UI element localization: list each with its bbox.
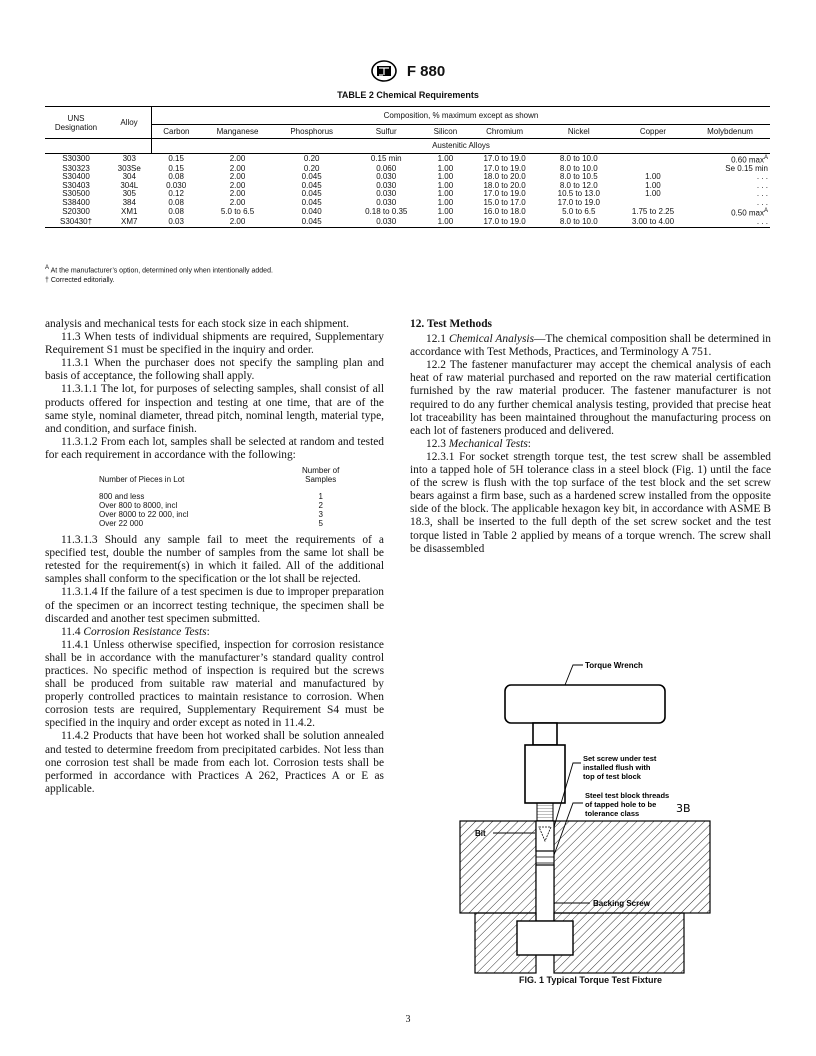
- table-cell: 1.00: [645, 189, 661, 199]
- table-cell: 17.0 to 19.0: [483, 189, 526, 199]
- table-cell: 0.060: [376, 163, 397, 173]
- table-row: [45, 173, 770, 182]
- table-cell: 16.0 to 18.0: [483, 207, 526, 217]
- table-cell: S30323: [62, 163, 90, 173]
- table-cell: 2.00: [229, 163, 246, 173]
- table-cell: 0.030: [376, 197, 397, 207]
- paragraph-12-3-1: 12.3.1 For socket strength torque test, the test screw shall be assembled into a tapped hole of 5H tolerance class in a steel block (Fig. 1) until the face of the screw is flush with the top surface of the test block and the set screw bears against a firm base, such as a hardened screw installed from the opposite side of the block. The applicable hexagon key bit, in accordance with ASME B 18.3, shall be inserted to the full depth of the set screw socket and the test torque listed in Table 2 applied by means of a torque wrench. The screw shall be disassembled: [410, 450, 771, 555]
- table-cell: 5.0 to 6.5: [220, 207, 255, 217]
- test-block-left: [460, 821, 536, 913]
- lot-size-cell: Over 22 000: [99, 519, 144, 529]
- element-header: Silicon: [423, 124, 467, 139]
- element-header: Nickel: [542, 124, 616, 139]
- table-title: TABLE 2 Chemical Requirements: [337, 90, 479, 100]
- table-cell: 1.00: [437, 153, 454, 163]
- table-cell: 0.15: [168, 153, 184, 163]
- table-cell: S30430†: [45, 218, 107, 227]
- table-cell: . . .: [756, 180, 768, 190]
- table-cell: 1.00: [645, 172, 661, 182]
- table-footnote-a: $^A$ At the manufacturer’s option, determined only when intentionally added.: [45, 265, 273, 275]
- table-cell: 18.0 to 20.0: [483, 172, 526, 182]
- table-row: [45, 182, 770, 191]
- element-header: Sulfur: [349, 124, 423, 139]
- table-cell: 0.15 min: [370, 153, 402, 163]
- table-cell: 17.0 to 19.0: [468, 218, 542, 227]
- table-cell: 1.00: [437, 163, 454, 173]
- paragraph-12-1: 12.1 Chemical Analysis—The chemical composition shall be determined in accordance with Test Methods, Practices, and Terminology A 751.: [410, 333, 771, 359]
- page-header: [0, 60, 816, 82]
- table-cell: 0.045: [301, 197, 322, 207]
- bit-holder: [525, 745, 565, 803]
- table-cell: 8.0 to 10.0: [559, 163, 598, 173]
- table-cell: [616, 153, 690, 165]
- table-cell: 303: [122, 153, 136, 163]
- table-cell: 0.03: [152, 218, 201, 227]
- samples-header: Number of Samples: [302, 466, 340, 485]
- table-cell: . . .: [756, 197, 768, 207]
- table-cell: 1.00: [437, 189, 454, 199]
- table-cell: 1.00: [437, 207, 454, 217]
- paragraph-12-2: 12.2 The fastener manufacturer may accept the chemical analysis of each heat of raw material purchased and reported on the raw material certification furnished by the raw material producer. The fastener manufacturer is not required to do any further chemical analysis testing, provided that precise heat lot traceability has been maintained throughout the manufacturing process on each lot of fasteners produced and delivered.: [410, 359, 771, 437]
- table-cell: 0.045: [274, 218, 349, 227]
- composition-header: Composition, % maximum except as shown: [152, 107, 771, 125]
- table-cell: XM7: [107, 218, 152, 227]
- table-cell: 0.15: [168, 163, 184, 173]
- table-cell: . . .: [690, 218, 770, 227]
- table-cell: 0.045: [301, 180, 322, 190]
- table-row: [45, 199, 770, 208]
- lot-sampling-table: [99, 466, 359, 528]
- lot-row: [99, 501, 359, 510]
- paragraph-11-3-1-2: 11.3.1.2 From each lot, samples shall be selected at random and tested for each requirement in accordance with the following:: [45, 435, 384, 461]
- lot-row: [99, 510, 359, 519]
- table-cell: . . .: [756, 172, 768, 182]
- table-cell: 0.08: [168, 172, 184, 182]
- austenitic-subheader: Austenitic Alloys: [152, 139, 771, 154]
- table-cell: [616, 199, 690, 208]
- table-cell: 15.0 to 17.0: [483, 197, 526, 207]
- torque-test-fixture-figure: [455, 655, 715, 975]
- paragraph-11-4-1: 11.4.1 Unless otherwise specified, inspection for corrosion resistance shall be in accordance with the manufacturer’s standard quality control practices. No specific method of inspection is required but the screws shall be produced from suitable raw material and manufactured by properly controlled practices to maintain resistance to corrosion. When corrosion tests are required, Supplementary Requirement S4 must be specified in the inquiry and order except as noted in 11.4.2.: [45, 638, 384, 730]
- page-number: 3: [405, 1014, 411, 1025]
- table-cell: S30300: [62, 153, 90, 163]
- lot-size-cell: Over 800 to 8000, incl: [99, 501, 178, 511]
- label-bit: Bit: [475, 829, 486, 838]
- label-torque-wrench: Torque Wrench: [585, 661, 643, 670]
- standard-number: F 880: [406, 62, 446, 80]
- sample-count-cell: 2: [318, 501, 323, 511]
- table-cell: 0.030: [166, 180, 187, 190]
- paragraph-11-3-1-4: 11.3.1.4 If the failure of a test specimen is due to improper preparation of the specimen or an incorrect testing technique, the specimen shall be discarded and another test specimen submitted.: [45, 586, 384, 625]
- table-cell: 1.75 to 2.25: [631, 207, 675, 217]
- table-footnote-dagger: † Corrected editorially.: [45, 277, 115, 284]
- right-column: [410, 318, 771, 556]
- table-row: [45, 153, 770, 165]
- paragraph-11-3-1-1: 11.3.1.1 The lot, for purposes of selecting samples, shall consist of all products offered for inspection and testing at one time, that are of the same style, nominal diameter, thread pitch, nominal length, material type, and condition, and surface finish.: [45, 383, 384, 435]
- table-cell: 0.12: [168, 189, 184, 199]
- backing-screw-shaft: [536, 865, 554, 921]
- table-cell: 0.20: [303, 163, 320, 173]
- table-cell: S30500: [62, 189, 90, 199]
- table-cell: 1.00: [437, 180, 454, 190]
- lot-size-cell: Over 8000 to 22 000, incl: [99, 510, 189, 520]
- table-row: [45, 190, 770, 199]
- table-cell: S30403: [62, 180, 90, 190]
- table-row: [45, 218, 770, 227]
- set-screw: [536, 821, 554, 851]
- table-cell: 1.00: [437, 172, 454, 182]
- backing-screw-head: [517, 921, 573, 955]
- astm-logo-icon: [371, 60, 397, 82]
- lot-row: [99, 492, 359, 501]
- table-row: [45, 165, 770, 174]
- label-set-screw-1: Set screw under test: [583, 754, 657, 763]
- torque-wrench-bar: [505, 685, 665, 723]
- label-steel-block-3: tolerance class: [585, 809, 640, 818]
- chemical-requirements-table: [45, 106, 770, 228]
- table-cell: 0.18 to 0.35: [365, 207, 408, 217]
- table-cell: 8.0 to 10.5: [559, 172, 598, 182]
- table-cell: 0.040: [301, 207, 322, 217]
- paragraph-11-3-1: 11.3.1 When the purchaser does not specify the sampling plan and basis of acceptance, the following shall apply.: [45, 357, 384, 383]
- table-cell: 2.00: [229, 189, 246, 199]
- element-header: Carbon: [152, 124, 201, 139]
- table-cell: S30400: [62, 172, 90, 182]
- table-cell: 304: [122, 172, 136, 182]
- table-cell: 1.00: [645, 180, 661, 190]
- table-cell: 0.50 $\max^A$: [731, 208, 768, 218]
- table-cell: 0.60 $\max^A$: [731, 154, 768, 165]
- table-cell: 0.08: [168, 197, 184, 207]
- element-header: Phosphorus: [274, 124, 349, 139]
- table-cell: 0.20: [303, 153, 320, 163]
- table-cell: 10.5 to 13.0: [557, 189, 600, 199]
- table-cell: . . .: [756, 189, 768, 199]
- sample-count-cell: 5: [318, 519, 323, 529]
- label-set-screw-3: top of test block: [583, 772, 641, 781]
- table-cell: 1.00: [423, 218, 467, 227]
- label-steel-block-1: Steel test block threads: [585, 791, 670, 800]
- left-column: [45, 318, 384, 796]
- element-header: Manganese: [201, 124, 274, 139]
- table-cell: 0.08: [168, 207, 184, 217]
- figure-caption: FIG. 1 Typical Torque Test Fixture: [518, 975, 663, 985]
- table-cell: 8.0 to 10.0: [542, 218, 616, 227]
- table-cell: 1.00: [437, 197, 454, 207]
- table-cell: 18.0 to 20.0: [483, 180, 526, 190]
- table-cell: 0.030: [376, 180, 397, 190]
- sample-count-cell: 3: [318, 510, 323, 520]
- label-3b: 3B: [676, 802, 691, 815]
- table-cell: XM1: [121, 207, 138, 217]
- table-cell: 384: [122, 197, 136, 207]
- lot-size-cell: 800 and less: [99, 492, 145, 502]
- table-cell: 0.030: [376, 189, 397, 199]
- alloy-header: Alloy: [107, 107, 152, 139]
- table-cell: 2.00: [201, 218, 274, 227]
- label-steel-block-2: of tapped hole to be: [585, 800, 657, 809]
- paragraph-12-3: 12.3 Mechanical Tests:: [426, 437, 531, 450]
- table-cell: 304L: [120, 180, 139, 190]
- paragraph: analysis and mechanical tests for each stock size in each shipment.: [45, 318, 349, 330]
- paragraph-11-4-2: 11.4.2 Products that have been hot worked shall be solution annealed and tested to determine freedom from precipitated carbides. Not less than one corrosion test shall be made from each lot. Corrosion tests shall be performed in accordance with Practices A 262, Practices A or E as applicable.: [45, 730, 384, 795]
- table-cell: 0.045: [301, 189, 322, 199]
- uns-designation-header: UNS Designation: [45, 107, 107, 139]
- label-set-screw-2: installed flush with: [583, 763, 651, 772]
- table-cell: S38400: [62, 197, 90, 207]
- table-cell: 17.0 to 19.0: [483, 153, 526, 163]
- paragraph-11-4: 11.4 Corrosion Resistance Tests:: [61, 625, 210, 638]
- table-cell: Se 0.15 min: [725, 163, 768, 173]
- table-cell: 5.0 to 6.5: [562, 207, 596, 217]
- table-cell: 305: [122, 189, 136, 199]
- lot-row: [99, 519, 359, 528]
- table-cell: 17.0 to 19.0: [557, 197, 600, 207]
- table-cell: 17.0 to 19.0: [483, 163, 526, 173]
- table-cell: 8.0 to 10.0: [559, 153, 598, 163]
- table-cell: 303Se: [117, 163, 141, 173]
- label-backing-screw: Backing Screw: [593, 899, 650, 908]
- element-header: Chromium: [468, 124, 542, 139]
- table-cell: 0.030: [349, 218, 423, 227]
- table-cell: 2.00: [229, 180, 246, 190]
- table-cell: 0.045: [301, 172, 322, 182]
- table-cell: 2.00: [229, 197, 246, 207]
- table-cell: 0.030: [376, 172, 397, 182]
- table-cell: 2.00: [229, 153, 246, 163]
- element-header: Copper: [616, 124, 690, 139]
- table-cell: 2.00: [229, 172, 246, 182]
- element-header: Molybdenum: [690, 124, 770, 139]
- table-cell: S20300: [62, 207, 90, 217]
- table-cell: 3.00 to 4.00: [616, 218, 690, 227]
- paragraph-11-3-1-3: 11.3.1.3 Should any sample fail to meet the requirements of a specified test, double the number of samples from the same lot shall be retested for the requirement(s) in which it failed. All of the additional samples shall conform to the specification or the lot shall be rejected.: [45, 534, 384, 586]
- lot-size-header: Number of Pieces in Lot: [99, 475, 185, 485]
- section-heading: 12. Test Methods: [410, 318, 492, 330]
- sample-count-cell: 1: [318, 492, 323, 502]
- paragraph-11-3: 11.3 When tests of individual shipments are required, Supplementary Requirement S1 must be specified in the inquiry and order.: [45, 331, 384, 357]
- table-cell: 8.0 to 12.0: [559, 180, 598, 190]
